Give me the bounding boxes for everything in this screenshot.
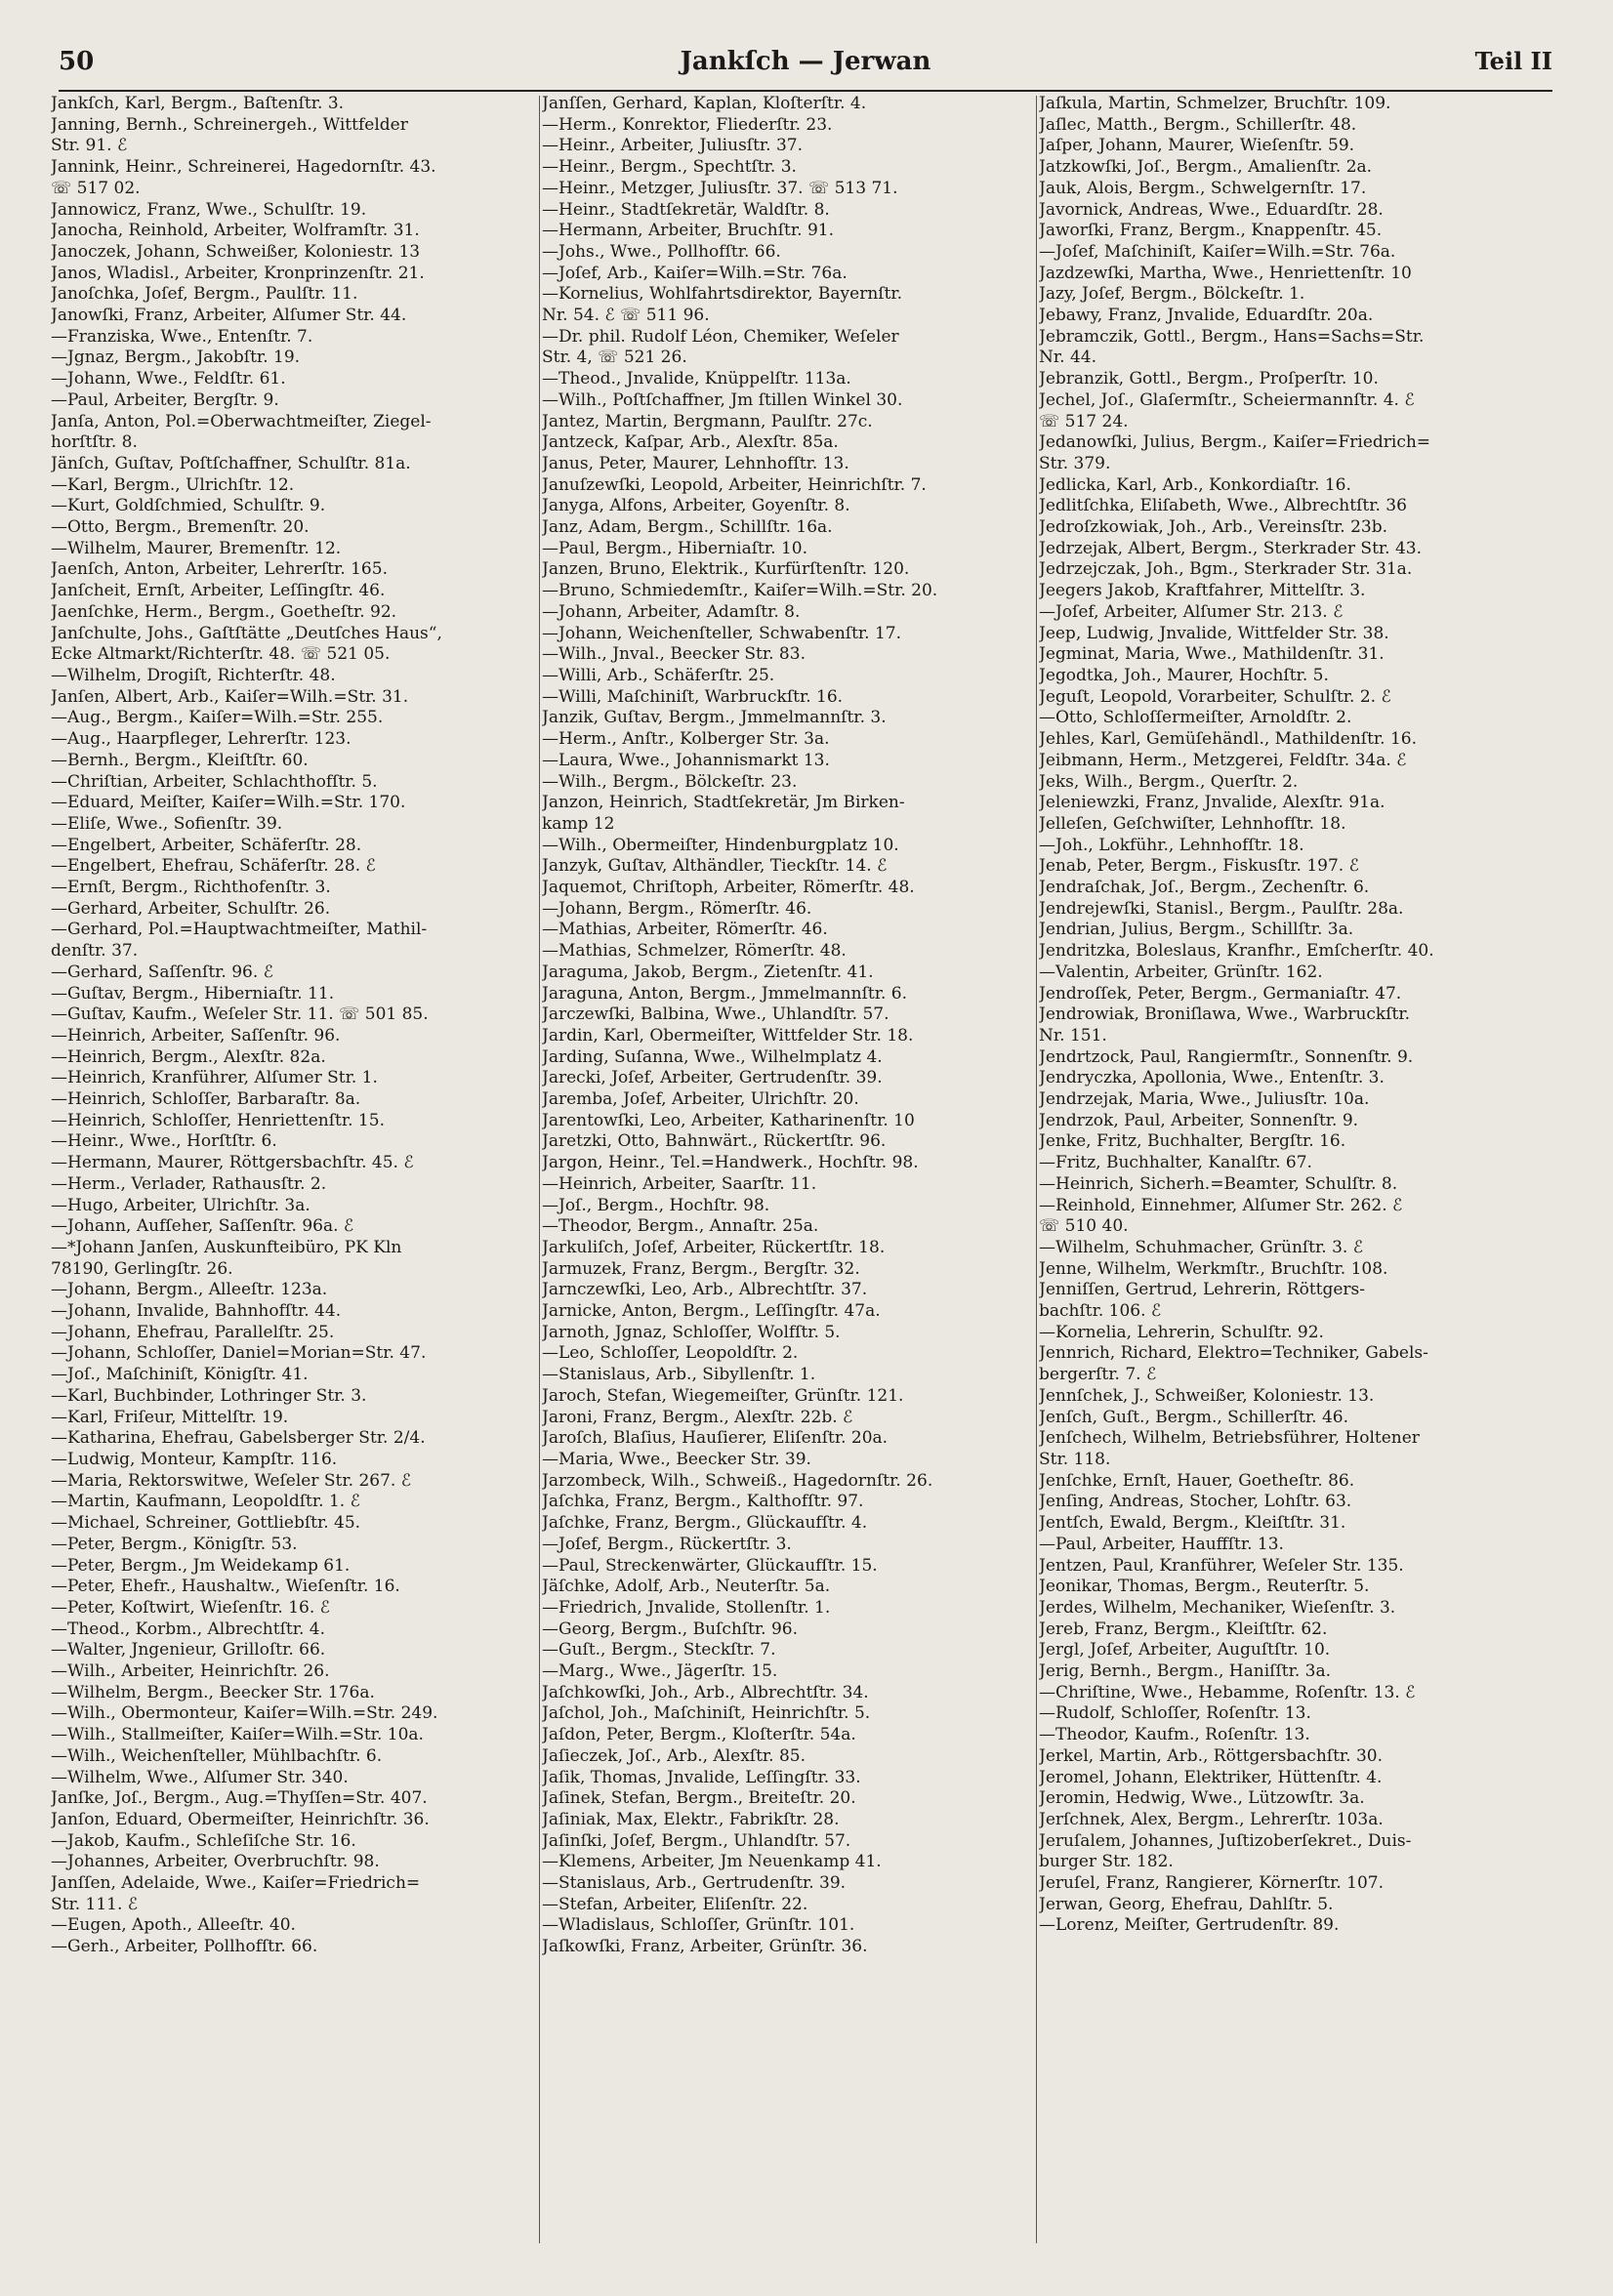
directory-entry: Jaraguna, Anton, Bergm., Jmmelmannſtr. 6. xyxy=(542,983,907,1004)
page-title: Jankſch — Jerwan xyxy=(680,47,931,76)
directory-entry: Jeks, Wilh., Bergm., Querſtr. 2. xyxy=(1039,771,1299,792)
directory-entry: Janowſki, Franz, Arbeiter, Alſumer Str. 44. xyxy=(51,306,407,326)
directory-entry: —Wilh., Stallmeiſter, Kaiſer=Wilh.=Str. 10a. xyxy=(51,1725,424,1745)
directory-entry: —Heinr., Arbeiter, Juliusſtr. 37. xyxy=(542,136,804,156)
directory-entry: Jaſiniak, Max, Elektr., Fabrikſtr. 28. xyxy=(542,1809,840,1829)
directory-entry: —Wilh., Jnval., Beecker Str. 83. xyxy=(542,644,806,665)
directory-entry: ☏ 517 24. xyxy=(1039,411,1129,431)
directory-entry: —Joſ., Maſchiniſt, Königſtr. 41. xyxy=(51,1365,309,1385)
directory-entry: —Wilh., Obermeiſter, Hindenburgplatz 10. xyxy=(542,835,899,855)
directory-entry: Jehles, Karl, Gemüſehändl., Mathildenſtr. 16. xyxy=(1039,729,1417,750)
directory-entry: Janſen, Albert, Arb., Kaiſer=Wilh.=Str. 31. xyxy=(51,686,409,707)
directory-entry: —Heinr., Wwe., Horſtſtr. 6. xyxy=(51,1131,277,1152)
directory-entry: —Ernſt, Bergm., Richthofenſtr. 3. xyxy=(51,878,331,898)
page-header xyxy=(59,47,1552,86)
directory-entry: Jarnicke, Anton, Bergm., Leſſingſtr. 47a. xyxy=(542,1301,881,1322)
directory-entry: —Eugen, Apoth., Alleeſtr. 40. xyxy=(51,1915,296,1936)
directory-entry: —Theodor, Kaufm., Roſenſtr. 13. xyxy=(1039,1725,1310,1745)
directory-entry: —Bernh., Bergm., Kleiſtſtr. 60. xyxy=(51,750,309,770)
directory-entry: Jennſchek, J., Schweißer, Koloniestr. 13. xyxy=(1039,1385,1375,1406)
directory-entry: Januſzewſki, Leopold, Arbeiter, Heinrichſtr. 7. xyxy=(542,474,927,495)
directory-entry: Janocha, Reinhold, Arbeiter, Wolframſtr. 31. xyxy=(51,221,420,241)
directory-entry: —Karl, Buchbinder, Lothringer Str. 3. xyxy=(51,1385,367,1406)
directory-entry: Jannowicz, Franz, Wwe., Schulſtr. 19. xyxy=(51,199,367,220)
directory-entry: —Willi, Arb., Schäferſtr. 25. xyxy=(542,665,775,685)
directory-entry: —Gerh., Arbeiter, Pollhofſtr. 66. xyxy=(51,1937,318,1957)
directory-entry: Janzen, Bruno, Elektrik., Kurfürſtenſtr. 120. xyxy=(542,559,910,580)
directory-entry: —Rudolf, Schloſſer, Roſenſtr. 13. xyxy=(1039,1703,1311,1724)
directory-entry: Jaenſchke, Herm., Bergm., Goetheſtr. 92. xyxy=(51,601,397,622)
directory-entry: —Heinrich, Schloſſer, Henriettenſtr. 15. xyxy=(51,1110,385,1130)
directory-entry: —Peter, Ehefr., Haushaltw., Wieſenſtr. 16. xyxy=(51,1577,400,1597)
directory-entry: Jendryczka, Apollonia, Wwe., Entenſtr. 3. xyxy=(1039,1068,1385,1088)
directory-entry: —Karl, Friſeur, Mittelſtr. 19. xyxy=(51,1407,289,1427)
directory-entry: Jentſch, Ewald, Bergm., Kleiſtſtr. 31. xyxy=(1039,1513,1346,1534)
directory-entry: —Klemens, Arbeiter, Jm Neuenkamp 41. xyxy=(542,1852,882,1872)
directory-entry: —Valentin, Arbeiter, Grünſtr. 162. xyxy=(1039,962,1323,982)
directory-entry: —Wilh., Obermonteur, Kaiſer=Wilh.=Str. 249. xyxy=(51,1703,438,1724)
directory-entry: Janſon, Eduard, Obermeiſter, Heinrichſtr. 36. xyxy=(51,1809,430,1829)
directory-entry: Janſke, Joſ., Bergm., Aug.=Thyſſen=Str. 407. xyxy=(51,1788,428,1809)
directory-entry: Str. 91. ℰ xyxy=(51,136,128,156)
directory-entry: —Heinrich, Arbeiter, Saarſtr. 11. xyxy=(542,1173,817,1194)
directory-entry: Jedlitſchka, Eliſabeth, Wwe., Albrechtſtr. 36 xyxy=(1039,496,1407,516)
directory-entry: —Fritz, Buchhalter, Kanalſtr. 67. xyxy=(1039,1153,1312,1173)
directory-entry: Jänſch, Guſtav, Poſtſchaffner, Schulſtr. 81a. xyxy=(51,453,411,473)
directory-entry: —Heinrich, Schloſſer, Barbaraſtr. 8a. xyxy=(51,1089,361,1110)
directory-entry: —Johann, Bergm., Römerſtr. 46. xyxy=(542,898,812,919)
directory-entry: Jeonikar, Thomas, Bergm., Reuterſtr. 5. xyxy=(1039,1577,1370,1597)
directory-entry: Jenke, Fritz, Buchhalter, Bergſtr. 16. xyxy=(1039,1131,1346,1152)
directory-entry: —Paul, Bergm., Hiberniaſtr. 10. xyxy=(542,538,807,558)
directory-entry: Janſcheit, Ernſt, Arbeiter, Leſſingſtr. 46. xyxy=(51,581,386,601)
directory-entry: —Herm., Anſtr., Kolberger Str. 3a. xyxy=(542,729,830,750)
directory-entry: Str. 118. xyxy=(1039,1450,1111,1469)
directory-entry: Jaſik, Thomas, Jnvalide, Leſſingſtr. 33. xyxy=(542,1767,861,1787)
directory-entry: 78190, Gerlingſtr. 26. xyxy=(51,1258,233,1279)
directory-entry: —Lorenz, Meiſter, Gertrudenſtr. 89. xyxy=(1039,1915,1340,1936)
directory-entry: —Marg., Wwe., Jägerſtr. 15. xyxy=(542,1661,778,1682)
directory-entry: Jerdes, Wilhelm, Mechaniker, Wieſenſtr. 3. xyxy=(1039,1597,1396,1618)
directory-entry: Jedlicka, Karl, Arb., Konkordiaſtr. 16. xyxy=(1039,474,1351,495)
directory-entry: —Joſef, Maſchiniſt, Kaiſer=Wilh.=Str. 76a. xyxy=(1039,241,1396,262)
directory-entry: Jedrzejczak, Joh., Bgm., Sterkrader Str. 31a. xyxy=(1039,559,1413,580)
directory-entry: —Stefan, Arbeiter, Eliſenſtr. 22. xyxy=(542,1894,808,1914)
directory-entry: —Guſtav, Kaufm., Weſeler Str. 11. ☏ 501 85. xyxy=(51,1004,429,1025)
directory-entry: —Katharina, Ehefrau, Gabelsberger Str. 2/4. xyxy=(51,1428,426,1449)
directory-entry: Jazy, Joſef, Bergm., Bölckeſtr. 1. xyxy=(1039,284,1305,305)
directory-entry: Jaſchka, Franz, Bergm., Kalthofſtr. 97. xyxy=(542,1492,864,1512)
directory-entry: burger Str. 182. xyxy=(1039,1852,1174,1872)
directory-entry: —Johann, Aufſeher, Saſſenſtr. 96a. ℰ xyxy=(51,1216,354,1237)
directory-entry: —Wilh., Arbeiter, Heinrichſtr. 26. xyxy=(51,1661,330,1682)
directory-entry: Jeegers Jakob, Kraftfahrer, Mittelſtr. 3. xyxy=(1039,581,1366,601)
directory-entry: Jedroſzkowiak, Joh., Arb., Vereinsſtr. 23b. xyxy=(1039,517,1388,538)
directory-entry: Jennrich, Richard, Elektro=Techniker, Gabels- xyxy=(1039,1343,1428,1364)
directory-entry: —Aug., Haarpfleger, Lehrerſtr. 123. xyxy=(51,729,352,750)
directory-entry: Jerig, Bernh., Bergm., Haniſſtr. 3a. xyxy=(1039,1661,1331,1682)
directory-entry: Jerwan, Georg, Ehefrau, Dahlſtr. 5. xyxy=(1039,1894,1334,1914)
directory-entry: Jauk, Alois, Bergm., Schwelgernſtr. 17. xyxy=(1039,178,1367,198)
directory-entry: —Wilh., Poſtſchaffner, Jm ſtillen Winkel 30. xyxy=(542,390,903,410)
directory-entry: —Paul, Arbeiter, Bergſtr. 9. xyxy=(51,390,279,410)
directory-entry: Str. 111. ℰ xyxy=(51,1894,139,1914)
directory-entry: Janſſen, Adelaide, Wwe., Kaiſer=Friedrich= xyxy=(51,1873,421,1894)
column-divider xyxy=(1036,96,1037,2243)
directory-entry: Janzon, Heinrich, Stadtſekretär, Jm Birken- xyxy=(542,793,905,813)
directory-entry: —Kurt, Goldſchmied, Schulſtr. 9. xyxy=(51,496,326,516)
directory-entry: Ecke Altmarkt/Richterſtr. 48. ☏ 521 05. xyxy=(51,644,391,665)
directory-entry: Jantzeck, Kaſpar, Arb., Alexſtr. 85a. xyxy=(542,432,839,453)
directory-entry: —Chriſtian, Arbeiter, Schlachthofſtr. 5. xyxy=(51,771,378,792)
directory-entry: —Johann, Weichenſteller, Schwabenſtr. 17. xyxy=(542,623,902,643)
directory-entry: Jenſch, Guſt., Bergm., Schillerſtr. 46. xyxy=(1039,1407,1348,1427)
directory-entry: Jendrtzock, Paul, Rangiermſtr., Sonnenſtr. 9. xyxy=(1039,1046,1414,1067)
directory-entry: —Johann, Arbeiter, Adamſtr. 8. xyxy=(542,601,801,622)
directory-entry: Jaſchol, Joh., Maſchiniſt, Heinrichſtr. 5. xyxy=(542,1703,871,1724)
directory-entry: —Laura, Wwe., Johannismarkt 13. xyxy=(542,750,830,770)
directory-entry: Janz, Adam, Bergm., Schillſtr. 16a. xyxy=(542,517,833,538)
directory-entry: —Heinrich, Kranführer, Alſumer Str. 1. xyxy=(51,1068,378,1088)
directory-entry: Jaſchkowſki, Joh., Arb., Albrechtſtr. 34. xyxy=(542,1682,869,1702)
directory-entry: kamp 12 xyxy=(542,813,615,834)
directory-entry: Jaſlec, Matth., Bergm., Schillerſtr. 48. xyxy=(1039,114,1357,135)
directory-entry: —Gerhard, Arbeiter, Schulſtr. 26. xyxy=(51,898,331,919)
directory-entry: Jarnoth, Jgnaz, Schloſſer, Wolfſtr. 5. xyxy=(542,1322,841,1342)
directory-entry: —Heinr., Stadtſekretär, Waldſtr. 8. xyxy=(542,199,830,220)
directory-entry: Jedrzejak, Albert, Bergm., Sterkrader Str. 43. xyxy=(1039,538,1423,558)
page-number: 50 xyxy=(59,47,95,76)
directory-entry: horſtſtr. 8. xyxy=(51,432,138,453)
directory-entry: Jaſkula, Martin, Schmelzer, Bruchſtr. 109. xyxy=(1039,94,1391,113)
directory-entry: Jendroſſek, Peter, Bergm., Germaniaſtr. 47. xyxy=(1039,983,1402,1004)
directory-entry: Jergl, Joſef, Arbeiter, Auguſtſtr. 10. xyxy=(1039,1640,1331,1660)
directory-entry: Jenſchech, Wilhelm, Betriebsführer, Holtener xyxy=(1039,1428,1420,1449)
directory-entry: —Joſ., Bergm., Hochſtr. 98. xyxy=(542,1195,770,1215)
directory-entry: Jannink, Heinr., Schreinerei, Hagedornſtr. 43. xyxy=(51,157,436,178)
directory-entry: —Hermann, Maurer, Röttgersbachſtr. 45. ℰ xyxy=(51,1153,414,1173)
directory-entry: —Guſtav, Bergm., Hiberniaſtr. 11. xyxy=(51,983,335,1004)
directory-entry: —Bruno, Schmiedemſtr., Kaiſer=Wilh.=Str. 20. xyxy=(542,581,938,601)
directory-entry: —Wilh., Bergm., Bölckeſtr. 23. xyxy=(542,771,798,792)
directory-entry: Jaworſki, Franz, Bergm., Knappenſtr. 45. xyxy=(1039,221,1383,241)
directory-entry: Jarzombeck, Wilh., Schweiß., Hagedornſtr. 26. xyxy=(542,1470,933,1491)
column-2 xyxy=(542,94,1036,1958)
directory-entry: —Joſef, Arbeiter, Alſumer Str. 213. ℰ xyxy=(1039,601,1344,622)
directory-entry: —Mathias, Schmelzer, Römerſtr. 48. xyxy=(542,941,847,962)
directory-entry: —Martin, Kaufmann, Leopoldſtr. 1. ℰ xyxy=(51,1492,360,1512)
directory-entry: —Wilhelm, Maurer, Bremenſtr. 12. xyxy=(51,538,342,558)
directory-entry: —Ludwig, Monteur, Kampſtr. 116. xyxy=(51,1450,338,1469)
directory-entry: —Heinr., Bergm., Spechtſtr. 3. xyxy=(542,157,797,178)
directory-entry: Jerſchnek, Alex, Bergm., Lehrerſtr. 103a. xyxy=(1039,1809,1384,1829)
directory-entry: Jazdzewſki, Martha, Wwe., Henriettenſtr. 10 xyxy=(1039,263,1412,283)
directory-entry: Janus, Peter, Maurer, Lehnhofſtr. 13. xyxy=(542,453,849,473)
directory-entry: Jaremba, Joſef, Arbeiter, Ulrichſtr. 20. xyxy=(542,1089,859,1110)
directory-entry: Janoczek, Johann, Schweißer, Koloniestr. 13 xyxy=(51,241,421,262)
directory-entry: Jeruſel, Franz, Rangierer, Körnerſtr. 107. xyxy=(1039,1873,1385,1894)
directory-entry: —Theod., Jnvalide, Knüppelſtr. 113a. xyxy=(542,369,851,390)
directory-entry: —Heinr., Metzger, Juliusſtr. 37. ☏ 513 71. xyxy=(542,178,898,198)
directory-entry: —Theod., Korbm., Albrechtſtr. 4. xyxy=(51,1619,325,1639)
directory-entry: Jenſchke, Ernſt, Hauer, Goetheſtr. 86. xyxy=(1039,1470,1355,1491)
directory-entry: —Jgnaz, Bergm., Jakobſtr. 19. xyxy=(51,348,301,368)
directory-entry: Nr. 54. ℰ ☏ 511 96. xyxy=(542,306,710,326)
directory-entry: —Kornelia, Lehrerin, Schulſtr. 92. xyxy=(1039,1322,1324,1342)
directory-entry: —Stanislaus, Arb., Gertrudenſtr. 39. xyxy=(542,1873,847,1894)
directory-entry: Jankſch, Karl, Bergm., Baſtenſtr. 3. xyxy=(51,94,345,113)
column-divider xyxy=(539,96,540,2243)
directory-entry: Jaſinek, Stefan, Bergm., Breiteſtr. 20. xyxy=(542,1788,856,1809)
directory-entry: —Guſt., Bergm., Steckſtr. 7. xyxy=(542,1640,776,1660)
directory-entry: Jenne, Wilhelm, Werkmſtr., Bruchſtr. 108. xyxy=(1039,1258,1388,1279)
directory-entry: —Hermann, Arbeiter, Bruchſtr. 91. xyxy=(542,221,834,241)
directory-entry: —Theodor, Bergm., Annaſtr. 25a. xyxy=(542,1216,819,1237)
directory-entry: —Jakob, Kaufm., Schleſiſche Str. 16. xyxy=(51,1830,356,1851)
directory-entry: Jaroni, Franz, Bergm., Alexſtr. 22b. ℰ xyxy=(542,1407,853,1427)
directory-entry: —Heinrich, Arbeiter, Saſſenſtr. 96. xyxy=(51,1025,341,1046)
directory-entry: Jaraguma, Jakob, Bergm., Zietenſtr. 41. xyxy=(542,962,874,982)
directory-entry: Jendritzka, Boleslaus, Kranfhr., Emſcherſtr. 40. xyxy=(1039,941,1434,962)
directory-entry: Nr. 44. xyxy=(1039,348,1096,368)
directory-entry: Jeruſalem, Johannes, Juſtizoberſekret., Duis- xyxy=(1039,1830,1412,1851)
directory-entry: denſtr. 37. xyxy=(51,941,139,962)
directory-entry: —Friedrich, Jnvalide, Stollenſtr. 1. xyxy=(542,1597,831,1618)
directory-entry: Jargon, Heinr., Tel.=Handwerk., Hochſtr. 98. xyxy=(542,1153,919,1173)
directory-entry: Jenab, Peter, Bergm., Fiskusſtr. 197. ℰ xyxy=(1039,856,1359,877)
directory-entry: Jereb, Franz, Bergm., Kleiſtſtr. 62. xyxy=(1039,1619,1328,1639)
directory-entry: —Wilhelm, Drogiſt, Richterſtr. 48. xyxy=(51,665,336,685)
directory-entry: —Engelbert, Arbeiter, Schäferſtr. 28. xyxy=(51,835,362,855)
directory-entry: Jerkel, Martin, Arb., Röttgersbachſtr. 30. xyxy=(1039,1745,1384,1766)
directory-entry: Jarnczewſki, Leo, Arb., Albrechtſtr. 37. xyxy=(542,1280,868,1300)
directory-entry: —Johs., Wwe., Pollhofſtr. 66. xyxy=(542,241,781,262)
directory-entry: Jegminat, Maria, Wwe., Mathildenſtr. 31. xyxy=(1039,644,1385,665)
directory-entry: Janzyk, Guſtav, Althändler, Tieckſtr. 14. ℰ xyxy=(542,856,888,877)
directory-entry: —Dr. phil. Rudolf Léon, Chemiker, Weſeler xyxy=(542,326,899,347)
directory-entry: —Michael, Schreiner, Gottliebſtr. 45. xyxy=(51,1513,361,1534)
directory-entry: Jaroch, Stefan, Wiegemeiſter, Grünſtr. 121. xyxy=(542,1385,904,1406)
directory-entry: —Eliſe, Wwe., Sofienſtr. 39. xyxy=(51,813,283,834)
directory-entry: —Gerhard, Pol.=Hauptwachtmeiſter, Mathil- xyxy=(51,920,428,940)
directory-entry: —Georg, Bergm., Buſchſtr. 96. xyxy=(542,1619,799,1639)
directory-entry: Jelleſen, Geſchwiſter, Lehnhofſtr. 18. xyxy=(1039,813,1346,834)
directory-entry: —Mathias, Arbeiter, Römerſtr. 46. xyxy=(542,920,828,940)
column-1 xyxy=(51,94,539,1958)
directory-entry: —Otto, Schloſſermeiſter, Arnoldſtr. 2. xyxy=(1039,708,1352,728)
directory-entry: Jebawy, Franz, Jnvalide, Eduardſtr. 20a. xyxy=(1039,306,1374,326)
directory-entry: —Johann, Bergm., Alleeſtr. 123a. xyxy=(51,1280,328,1300)
directory-entry: —Wilhelm, Wwe., Alſumer Str. 340. xyxy=(51,1767,349,1787)
directory-entry: —Otto, Bergm., Bremenſtr. 20. xyxy=(51,517,310,538)
header-rule xyxy=(59,90,1552,92)
directory-entry: —Peter, Bergm., Königſtr. 53. xyxy=(51,1534,298,1554)
directory-entry: Jendraſchak, Joſ., Bergm., Zechenſtr. 6. xyxy=(1039,878,1370,898)
directory-entry: Jarentowſki, Leo, Arbeiter, Katharinenſtr. 10 xyxy=(542,1110,915,1130)
directory-entry: Jaſchke, Franz, Bergm., Glückaufſtr. 4. xyxy=(542,1513,868,1534)
column-3 xyxy=(1039,94,1539,1937)
directory-entry: —Kornelius, Wohlfahrtsdirektor, Bayernſtr. xyxy=(542,284,903,305)
directory-entry: Janſa, Anton, Pol.=Oberwachtmeiſter, Ziegel- xyxy=(51,411,432,431)
directory-entry: Jeep, Ludwig, Jnvalide, Wittfelder Str. 38. xyxy=(1039,623,1389,643)
directory-entry: —Willi, Maſchiniſt, Warbruckſtr. 16. xyxy=(542,686,844,707)
directory-entry: Jenſing, Andreas, Stocher, Lohſtr. 63. xyxy=(1039,1492,1352,1512)
directory-entry: —Joh., Lokführ., Lehnhofſtr. 18. xyxy=(1039,835,1304,855)
directory-entry: Jäſchke, Adolf, Arb., Neuterſtr. 5a. xyxy=(542,1577,831,1597)
directory-entry: Jeromin, Hedwig, Wwe., Lützowſtr. 3a. xyxy=(1039,1788,1365,1809)
directory-entry: —Engelbert, Ehefrau, Schäferſtr. 28. ℰ xyxy=(51,856,376,877)
directory-entry: —Aug., Bergm., Kaiſer=Wilh.=Str. 255. xyxy=(51,708,384,728)
directory-entry: Jebramczik, Gottl., Bergm., Hans=Sachs=Str. xyxy=(1039,326,1425,347)
directory-entry: Jarmuzek, Franz, Bergm., Bergſtr. 32. xyxy=(542,1258,860,1279)
directory-entry: —Walter, Jngenieur, Grilloſtr. 66. xyxy=(51,1640,326,1660)
directory-entry: Jendrejewſki, Stanisl., Bergm., Paulſtr. 28a. xyxy=(1039,898,1404,919)
directory-entry: Jendrzok, Paul, Arbeiter, Sonnenſtr. 9. xyxy=(1039,1110,1359,1130)
directory-entry: Jatzkowſki, Joſ., Bergm., Amalienſtr. 2a. xyxy=(1039,157,1373,178)
directory-entry: —Herm., Konrektor, Fliederſtr. 23. xyxy=(542,114,833,135)
directory-entry: —Reinhold, Einnehmer, Alſumer Str. 262. ℰ xyxy=(1039,1195,1403,1215)
directory-entry: —Wladislaus, Schloſſer, Grünſtr. 101. xyxy=(542,1915,855,1936)
directory-entry: Jeguſt, Leopold, Vorarbeiter, Schulſtr. 2. ℰ xyxy=(1039,686,1391,707)
directory-entry: Jentzen, Paul, Kranführer, Weſeler Str. 135. xyxy=(1039,1555,1404,1576)
directory-entry: Str. 4, ☏ 521 26. xyxy=(542,348,687,368)
directory-entry: —Paul, Arbeiter, Hauffſtr. 13. xyxy=(1039,1534,1284,1554)
directory-entry: —Johann, Invalide, Bahnhofſtr. 44. xyxy=(51,1301,342,1322)
directory-entry: Janos, Wladisl., Arbeiter, Kronprinzenſtr. 21. xyxy=(51,263,425,283)
directory-entry: —Leo, Schloſſer, Leopoldſtr. 2. xyxy=(542,1343,799,1364)
part-label: Teil II xyxy=(1474,47,1552,75)
directory-entry: Janoſchka, Joſef, Bergm., Paulſtr. 11. xyxy=(51,284,358,305)
directory-entry: —Johannes, Arbeiter, Overbruchſtr. 98. xyxy=(51,1852,380,1872)
directory-entry: Janning, Bernh., Schreinergeh., Wittfelder xyxy=(51,114,408,135)
directory-entry: Jarecki, Joſef, Arbeiter, Gertrudenſtr. 39. xyxy=(542,1068,883,1088)
directory-entry: Jarczewſki, Balbina, Wwe., Uhlandſtr. 57. xyxy=(542,1004,889,1025)
directory-entry: Jaſdon, Peter, Bergm., Kloſterſtr. 54a. xyxy=(542,1725,856,1745)
directory-entry: —Karl, Bergm., Ulrichſtr. 12. xyxy=(51,474,295,495)
directory-entry: Jaſper, Johann, Maurer, Wieſenſtr. 59. xyxy=(1039,136,1355,156)
directory-entry: Jaquemot, Chriſtoph, Arbeiter, Römerſtr. 48. xyxy=(542,878,915,898)
directory-entry: Jebranzik, Gottl., Bergm., Proſperſtr. 10. xyxy=(1039,369,1379,390)
directory-entry: —Joſef, Bergm., Rückertſtr. 3. xyxy=(542,1534,792,1554)
directory-entry: ☏ 510 40. xyxy=(1039,1216,1129,1237)
directory-entry: Janſchulte, Johs., Gaſtſtätte „Deutſches Haus“, xyxy=(51,623,442,643)
directory-entry: bergerſtr. 7. ℰ xyxy=(1039,1365,1157,1385)
directory-entry: —Joſef, Arb., Kaiſer=Wilh.=Str. 76a. xyxy=(542,263,848,283)
directory-entry: ☏ 517 02. xyxy=(51,178,141,198)
directory-entry: Jendrian, Julius, Bergm., Schillſtr. 3a. xyxy=(1039,920,1354,940)
directory-entry: —Maria, Wwe., Beecker Str. 39. xyxy=(542,1450,811,1469)
directory-entry: —Eduard, Meiſter, Kaiſer=Wilh.=Str. 170. xyxy=(51,793,406,813)
directory-entry: —Herm., Verlader, Rathausſtr. 2. xyxy=(51,1173,327,1194)
directory-entry: Janſſen, Gerhard, Kaplan, Kloſterſtr. 4. xyxy=(542,94,867,113)
directory-entry: —Gerhard, Saſſenſtr. 96. ℰ xyxy=(51,962,273,982)
directory-entry: Jendrowiak, Broniſlawa, Wwe., Warbruckſtr. xyxy=(1039,1004,1411,1025)
directory-entry: Jaretzki, Otto, Bahnwärt., Rückertſtr. 96. xyxy=(542,1131,887,1152)
directory-entry: Jaſinſki, Joſef, Bergm., Uhlandſtr. 57. xyxy=(542,1830,851,1851)
directory-entry: —Stanislaus, Arb., Sibyllenſtr. 1. xyxy=(542,1365,816,1385)
directory-entry: Jeleniewzki, Franz, Jnvalide, Alexſtr. 91a. xyxy=(1039,793,1386,813)
directory-entry: Jardin, Karl, Obermeiſter, Wittfelder Str. 18. xyxy=(542,1025,914,1046)
directory-entry: —Chriſtine, Wwe., Hebamme, Roſenſtr. 13. ℰ xyxy=(1039,1682,1416,1702)
directory-entry: Jeibmann, Herm., Metzgerei, Feldſtr. 34a. ℰ xyxy=(1039,750,1407,770)
directory-entry: Jarding, Suſanna, Wwe., Wilhelmplatz 4. xyxy=(542,1046,883,1067)
directory-entry: —Franziska, Wwe., Entenſtr. 7. xyxy=(51,326,313,347)
directory-entry: —Wilhelm, Bergm., Beecker Str. 176a. xyxy=(51,1682,375,1702)
directory-entry: —Paul, Streckenwärter, Glückaufſtr. 15. xyxy=(542,1555,878,1576)
directory-entry: Janzik, Guſtav, Bergm., Jmmelmannſtr. 3. xyxy=(542,708,887,728)
directory-entry: Janyga, Alfons, Arbeiter, Goyenſtr. 8. xyxy=(542,496,850,516)
directory-entry: Jaroſch, Blaſius, Hauſierer, Eliſenſtr. 20a. xyxy=(542,1428,889,1449)
directory-entry: —Peter, Koſtwirt, Wieſenſtr. 16. ℰ xyxy=(51,1597,330,1618)
directory-entry: Jendrzejak, Maria, Wwe., Juliusſtr. 10a. xyxy=(1039,1089,1370,1110)
directory-entry: bachſtr. 106. ℰ xyxy=(1039,1301,1162,1322)
directory-entry: —Johann, Ehefrau, Parallelſtr. 25. xyxy=(51,1322,335,1342)
directory-entry: Jaenſch, Anton, Arbeiter, Lehrerſtr. 165. xyxy=(51,559,388,580)
directory-entry: —Heinrich, Sicherh.=Beamter, Schulſtr. 8. xyxy=(1039,1173,1398,1194)
directory-entry: Jechel, Joſ., Glaſermſtr., Scheiermannſtr. 4. ℰ xyxy=(1039,390,1415,410)
directory-entry: Jenniſſen, Gertrud, Lehrerin, Röttgers- xyxy=(1039,1280,1366,1300)
directory-entry: Jaſkowſki, Franz, Arbeiter, Grünſtr. 36. xyxy=(542,1937,868,1957)
directory-entry: Nr. 151. xyxy=(1039,1025,1107,1046)
directory-entry: Jeromel, Johann, Elektriker, Hüttenſtr. 4. xyxy=(1039,1767,1383,1787)
directory-entry: —Johann, Schloſſer, Daniel=Morian=Str. 47. xyxy=(51,1343,427,1364)
directory-entry: Jedanowſki, Julius, Bergm., Kaiſer=Friedrich= xyxy=(1039,432,1431,453)
directory-entry: —Heinrich, Bergm., Alexſtr. 82a. xyxy=(51,1046,326,1067)
directory-entry: —Maria, Rektorswitwe, Weſeler Str. 267. ℰ xyxy=(51,1470,411,1491)
directory-entry: Javornick, Andreas, Wwe., Eduardſtr. 28. xyxy=(1039,199,1384,220)
directory-entry: —Hugo, Arbeiter, Ulrichſtr. 3a. xyxy=(51,1195,310,1215)
directory-entry: —Johann, Wwe., Feldſtr. 61. xyxy=(51,369,286,390)
directory-entry: Jantez, Martin, Bergmann, Paulſtr. 27c. xyxy=(542,411,873,431)
directory-entry: Jarkuliſch, Joſef, Arbeiter, Rückertſtr. 18. xyxy=(542,1237,886,1257)
directory-entry: —Wilh., Weichenſteller, Mühlbachſtr. 6. xyxy=(51,1745,383,1766)
directory-entry: Jaſieczek, Joſ., Arb., Alexſtr. 85. xyxy=(542,1745,806,1766)
directory-entry: Str. 379. xyxy=(1039,453,1111,473)
directory-entry: —Wilhelm, Schuhmacher, Grünſtr. 3. ℰ xyxy=(1039,1237,1363,1257)
directory-entry: Jegodtka, Joh., Maurer, Hochſtr. 5. xyxy=(1039,665,1329,685)
directory-entry: —*Johann Janſen, Auskunfteibüro, PK Kln xyxy=(51,1237,402,1257)
directory-entry: —Peter, Bergm., Jm Weidekamp 61. xyxy=(51,1555,351,1576)
